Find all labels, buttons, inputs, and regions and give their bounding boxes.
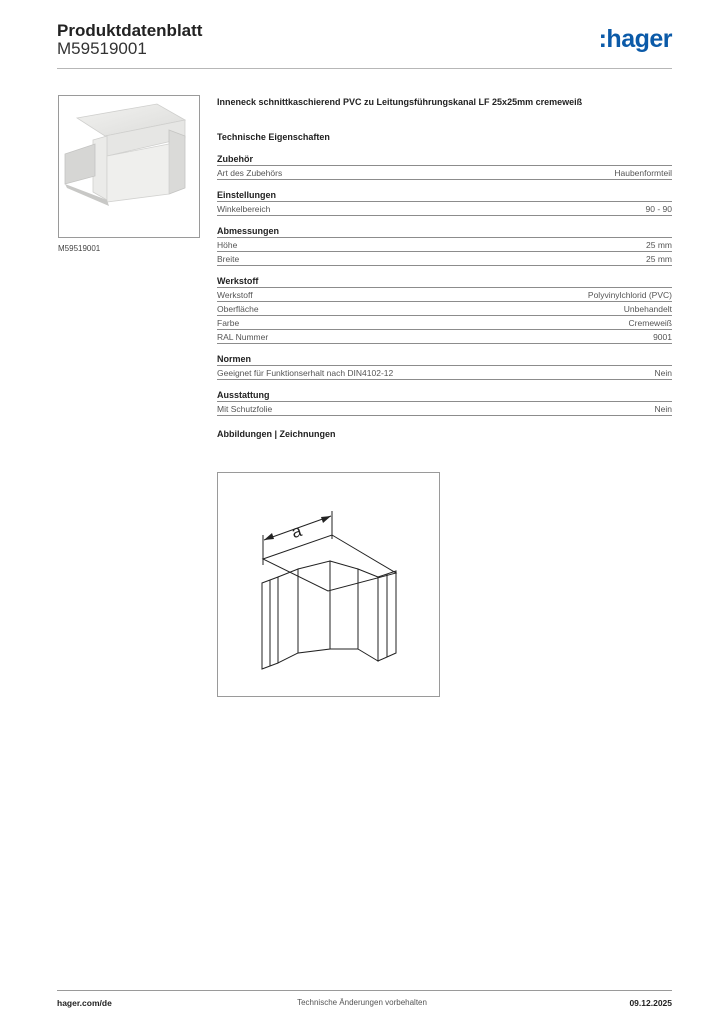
- property-value: Cremeweiß: [628, 318, 672, 328]
- property-value: Haubenformteil: [614, 168, 672, 178]
- section-ausstattung: [217, 389, 672, 416]
- document-title: Produktdatenblatt: [57, 21, 203, 40]
- section-normen: [217, 353, 672, 380]
- property-value: Nein: [654, 368, 672, 378]
- property-label: Mit Schutzfolie: [217, 404, 273, 414]
- section-einstellungen: [217, 189, 672, 216]
- header-divider: [57, 68, 672, 69]
- property-value: Nein: [654, 404, 672, 414]
- property-row: [217, 237, 672, 251]
- product-number: M59519001: [57, 39, 147, 58]
- section-heading: Abmessungen: [217, 226, 280, 236]
- property-value: 90 - 90: [645, 204, 672, 214]
- property-row: [217, 365, 672, 380]
- product-image: [58, 95, 200, 238]
- property-label: Werkstoff: [217, 290, 253, 300]
- property-label: Geeignet für Funktionserhalt nach DIN4102-12: [217, 368, 394, 378]
- spacer: [217, 112, 672, 131]
- section-heading: Einstellungen: [217, 190, 277, 200]
- technical-drawing: [217, 472, 440, 697]
- figures-heading: Abbildungen | Zeichnungen: [217, 429, 336, 439]
- product-details: [217, 96, 672, 443]
- property-value: 9001: [653, 332, 672, 342]
- product-title: Inneneck schnittkaschierend PVC zu Leitungsführungskanal LF 25x25mm cremeweiß: [217, 97, 583, 107]
- footer-date: 09.12.2025: [629, 998, 672, 1008]
- section-heading: Zubehör: [217, 154, 253, 164]
- property-label: RAL Nummer: [217, 332, 269, 342]
- section-heading: Ausstattung: [217, 390, 270, 400]
- property-value: 25 mm: [646, 240, 672, 250]
- property-row: [217, 315, 672, 329]
- product-photo-icon: [59, 96, 199, 237]
- property-row: [217, 287, 672, 301]
- image-caption: M59519001: [58, 244, 101, 253]
- section-heading: Normen: [217, 354, 252, 364]
- property-row: [217, 201, 672, 216]
- property-label: Farbe: [217, 318, 240, 328]
- hager-logo: :hager: [598, 25, 672, 53]
- property-value: Polyvinylchlorid (PVC): [587, 290, 672, 300]
- section-abmessungen: [217, 225, 672, 266]
- footer-website-link[interactable]: hager.com/de: [57, 998, 112, 1008]
- section-zubehoer: [217, 153, 672, 180]
- section-werkstoff: [217, 275, 672, 344]
- property-label: Oberfläche: [217, 304, 259, 314]
- property-row: [217, 401, 672, 416]
- page-header: [57, 20, 672, 68]
- section-heading: Werkstoff: [217, 276, 259, 286]
- property-row: [217, 329, 672, 344]
- property-row: [217, 251, 672, 266]
- property-label: Winkelbereich: [217, 204, 271, 214]
- property-row: [217, 301, 672, 315]
- property-label: Höhe: [217, 240, 238, 250]
- property-label: Art des Zubehörs: [217, 168, 283, 178]
- footer-divider: [57, 990, 672, 991]
- property-row: [217, 165, 672, 180]
- property-label: Breite: [217, 254, 240, 264]
- inside-corner-drawing-icon: [218, 473, 439, 696]
- property-value: 25 mm: [646, 254, 672, 264]
- property-value: Unbehandelt: [623, 304, 672, 314]
- dimension-label: a: [289, 521, 305, 543]
- footer-notice: Technische Änderungen vorbehalten: [297, 998, 427, 1007]
- technical-properties-heading: Technische Eigenschaften: [217, 132, 330, 142]
